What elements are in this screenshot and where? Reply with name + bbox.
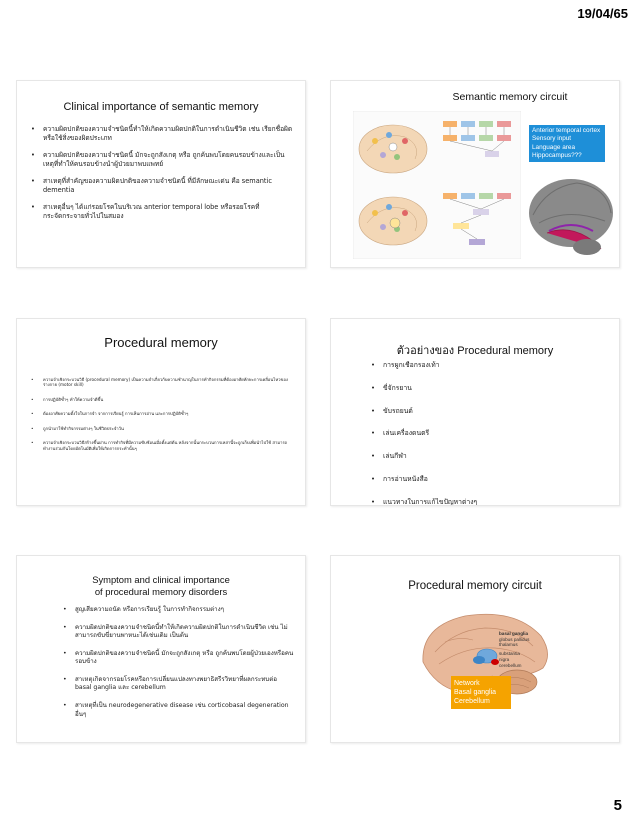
slide-title: Clinical importance of semantic memory <box>63 101 259 113</box>
slide-clinical-semantic <box>16 80 306 268</box>
label-substantia: substantia <box>499 651 520 657</box>
network-item: Basal ganglia <box>454 689 497 697</box>
network-item: Network <box>454 680 480 687</box>
list-item: • ขี่จักรยาน <box>371 384 611 393</box>
bullet-list <box>31 125 295 230</box>
semantic-circuit-figure <box>353 111 521 259</box>
slide-title: Semantic memory circuit <box>452 91 568 103</box>
semantic-legend <box>529 125 605 162</box>
list-item: • การอ่านหนังสือ <box>371 475 611 484</box>
list-item: • การผูกเชือกรองเท้า <box>371 361 611 370</box>
bullet-list <box>371 361 611 506</box>
list-item: • ความผิดปกติของความจำชนิดนี้ มักจะถูกสังเกตุ หรือ ถูกค้นพบโดยผู้ป่วยเองหรือคนรอบข้าง <box>63 650 295 666</box>
slide-title <box>17 574 305 598</box>
page-number: 5 <box>613 797 622 814</box>
slide-semantic-circuit <box>330 80 620 268</box>
label-basal-ganglia: basal ganglia <box>499 631 529 636</box>
slide-procedural-circuit <box>330 555 620 743</box>
page-date: 19/04/65 <box>577 6 628 21</box>
slide-procedural-examples <box>330 318 620 506</box>
list-item: • ความผิดปกติของความจำชนิดนี้ทำให้เกิดความผิดปกติในการดำเนินชีวิต เช่น ไม่สามารถขับขี่ยานพาหนะได้เช่นเดิม เป็นต้น <box>63 624 295 640</box>
list-item: • ความจำเชิงกระบวนวิธีสร้างขึ้นผ่าน การทำกิจที่มีความซับซ้อนเมื่อตั้งแต่ต้น หลังจากนั้นกระบวนการเหล่านี้จะถูกเก็บเพื่อนำไปใช้ สามารถทำงานร่วมกันโดยอัตโนมัติเพื่อให้เกิดการกระทำนั้นๆ <box>31 440 295 451</box>
slide-title: ตัวอย่างของ Procedural memory <box>396 345 554 357</box>
list-item: • แนวทางในการแก้ไขปัญหาต่างๆ <box>371 498 611 506</box>
list-item: • การปฏิบัติซ้ำๆ ทำให้ความจำดีขึ้น <box>31 397 295 402</box>
brain-labels <box>499 631 529 668</box>
list-item: • เล่นเครื่องดนตรี <box>371 429 611 438</box>
legend-item: Language area <box>532 143 575 151</box>
label-thalamus: thalamus <box>499 642 518 648</box>
list-item: • สาเหตุที่สำคัญของความผิดปกติของความจำชนิดนี้ ที่มีลักษณะเด่น คือ semantic dementia <box>31 177 295 194</box>
legend-item: Hippocampus??? <box>532 151 582 159</box>
network-item: Cerebellum <box>454 698 490 706</box>
list-item: • ถูกนำมาใช้ทำกิจกรรมต่างๆ ในชีวิตประจำวัน <box>31 426 295 431</box>
list-item: • ความผิดปกติของความจำชนิดนี้ทำให้เกิดความผิดปกติในการดำเนินชีวิต เช่น เรียกชื่อผิด หรือใช้สิ่งของผิดประเภท <box>31 125 295 142</box>
slide-title: Procedural memory circuit <box>408 580 542 592</box>
list-item: • สาเหตุอื่นๆ ได้แก่รอยโรคในบริเวณ anterior temporal lobe หรือรอยโรคที่กระจัดกระจายทั่วไปในสมอง <box>31 203 295 220</box>
label-nigra: nigra <box>499 656 510 662</box>
slide-title-line: of procedural memory disorders <box>94 586 228 598</box>
label-cerebellum: cerebellum <box>499 662 522 668</box>
list-item: • เล่นกีฬา <box>371 452 611 461</box>
list-item: • ความจำเชิงกระบวนวิธี (procedural memory) เป็นความจำเกี่ยวกับความชำนาญในการทำกิจกรรมที่ต้องอาศัยทักษะการเคลื่อนไหวของร่างกาย (motor skill) <box>31 377 295 388</box>
list-item: • สูญเสียความถนัด หรือการเรียนรู้ ในการทำกิจกรรมต่างๆ <box>63 606 295 614</box>
list-item: • ขับรถยนต์ <box>371 407 611 416</box>
list-item: • ต้องอาศัยความตั้งใจในการจำ จากการเรียนรู้ การเห็นการอ่าน และการปฏิบัติซ้ำๆ <box>31 411 295 416</box>
legend-item: Sensory input <box>532 135 572 143</box>
slide-title: Procedural memory <box>104 335 218 350</box>
list-item: • สาเหตุเกิดจากรอยโรคหรือการเปลี่ยนแปลงทางพยาธิสรีรวิทยาที่ผลกระทบต่อ basal ganglia และ cerebellum <box>63 676 295 692</box>
bullet-list <box>63 606 295 729</box>
slide-procedural-disorders <box>16 555 306 743</box>
legend-item: Anterior temporal cortex <box>532 127 601 134</box>
list-item: • ความผิดปกติของความจำชนิดนี้ มักจะถูกสังเกตุ หรือ ถูกค้นพบโดยคนรอบข้างและเป็นเหตุที่ทำให้คนรอบข้างนำผู้ป่วยมาพบแพทย์ <box>31 151 295 168</box>
label-globus-pallidus: globus pallidus <box>499 636 530 642</box>
bullet-list <box>31 377 295 460</box>
network-box <box>451 676 511 709</box>
brain-lateral-image <box>527 167 615 261</box>
slide-procedural-memory <box>16 318 306 506</box>
slide-title-line: Symptom and clinical importance <box>92 574 230 585</box>
list-item: • สาเหตุที่เป็น neurodegenerative disease เช่น corticobasal degeneration อื่นๆ <box>63 702 295 718</box>
